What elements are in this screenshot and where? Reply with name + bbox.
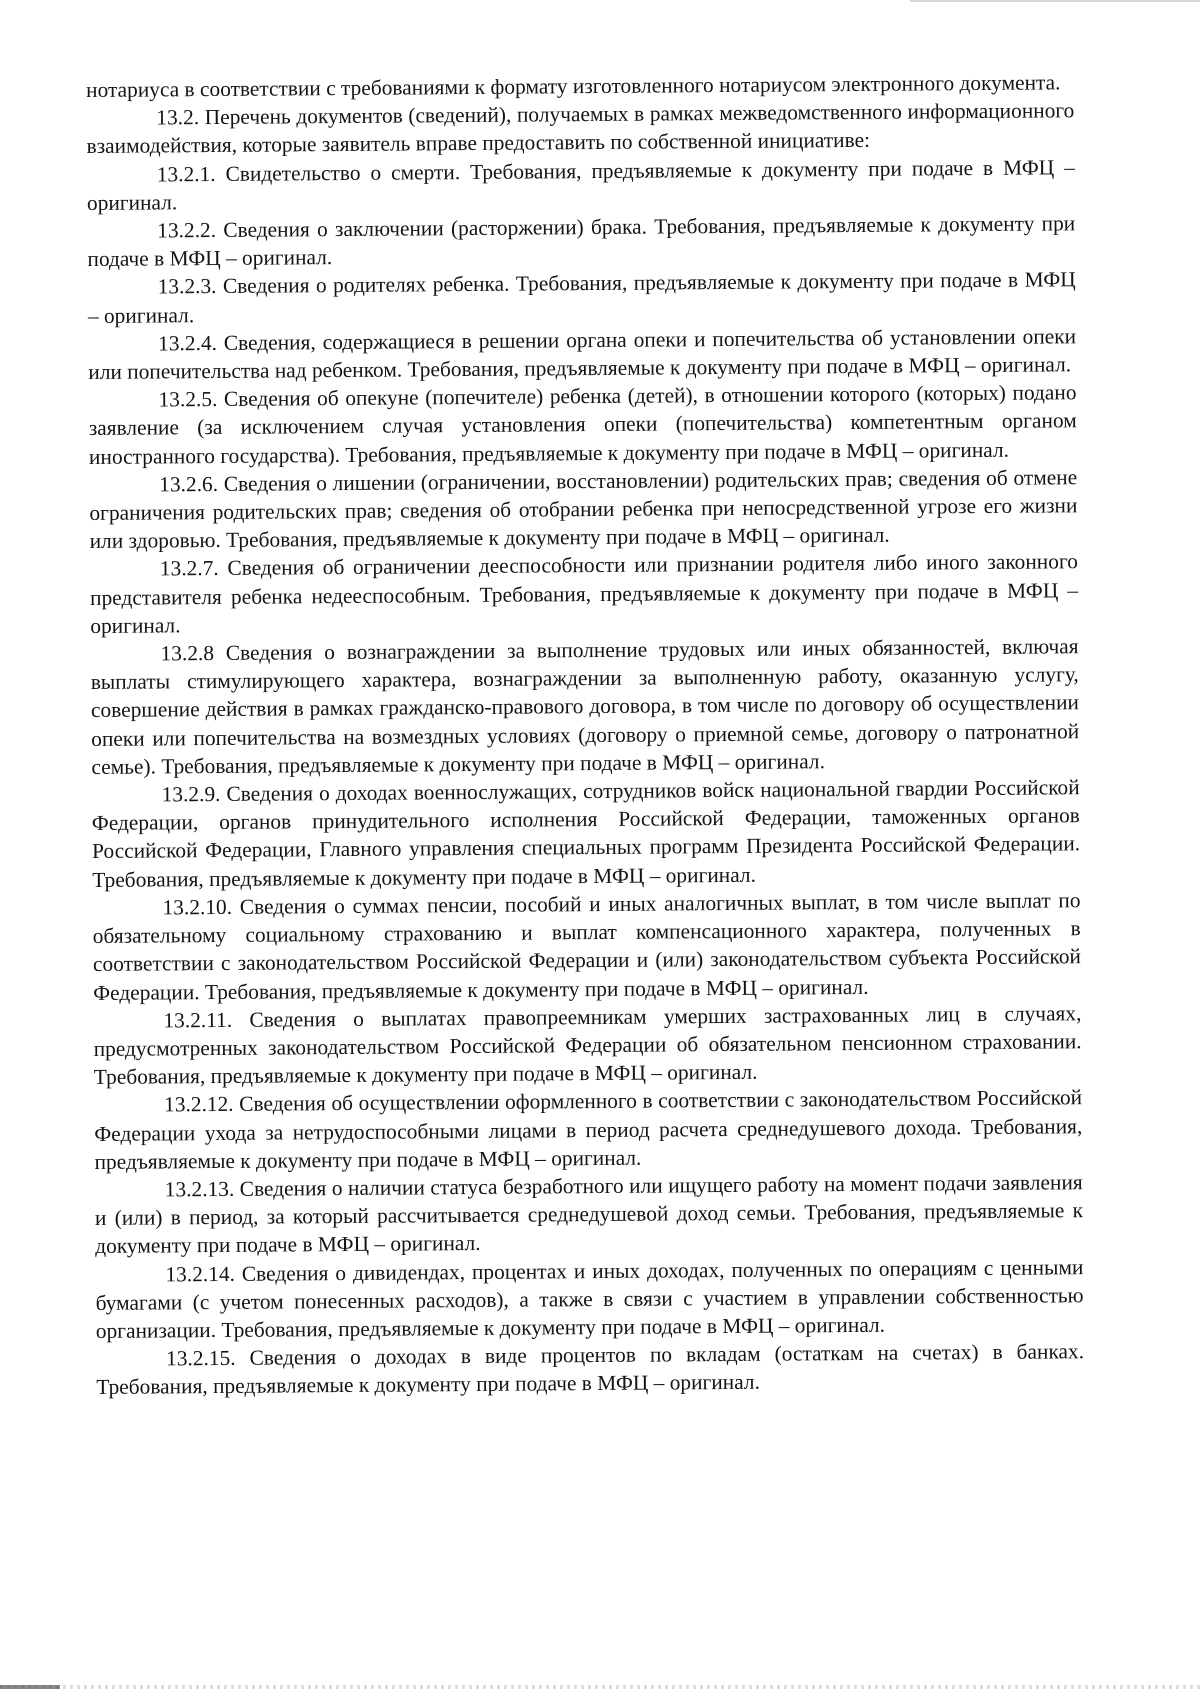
paragraph-13-2-7: 13.2.7. Сведения об ограничении дееспособности или признании родителя либо иного законного представителя ребенка недееспособным. Требования, предъявляемые к документу при подаче в МФЦ – оригинал. (90, 549, 1079, 638)
paragraph-13-2-2: 13.2.2. Сведения о заключении (расторжении) брака. Требования, предъявляемые к документу при подаче в МФЦ – оригинал. (87, 211, 1076, 272)
paragraph-13-2-9: 13.2.9. Сведения о доходах военнослужащих, сотрудников войск национальной гвардии Российской Федерации, органов принудительного исполнения Российской Федерации, таможенных органов Российской Федерации, Главного управления специальных программ Президента Российской Федерации. Требования, предъявляемые к документу при подаче в МФЦ – оригинал. (91, 775, 1081, 892)
scan-edge-bottom-dashes (0, 1685, 1200, 1689)
paragraph-13-2-10: 13.2.10. Сведения о суммах пенсии, пособий и иных аналогичных выплат, в том числе выплат по обязательному социальному страхованию и выплат компенсационного характера, полученных в соответствии с законодательством Российской Федерации и (или) законодательством субъекта Российской Федерации. Требования, предъявляемые к документу при подаче в МФЦ – оригинал. (92, 888, 1082, 1005)
paragraph-13-2-5: 13.2.5. Сведения об опекуне (попечителе) ребенка (детей), в отношении которого (которых) подано заявление (за исключением случая установления опеки (попечительства) компетентным органом иностранного государства). Требования, предъявляемые к документу при подаче в МФЦ – оригинал. (88, 380, 1077, 469)
paragraph-13-2-8: 13.2.8 Сведения о вознаграждении за выполнение трудовых или иных обязанностей, включая выплаты стимулирующего характера, вознаграждении за выполненную работу, оказанную услугу, совершение действия в рамках гражданско-правового договора, в том числе по договору об осуществлении опеки или попечительства на возмездных условиях (договору о приемной семье, договору о патронатной семье). Требования, предъявляемые к документу при подаче в МФЦ – оригинал. (90, 634, 1080, 779)
paragraph-13-2-15: 13.2.15. Сведения о доходах в виде процентов по вкладам (остаткам на счетах) в банках. Требования, предъявляемые к документу при подаче в МФЦ – оригинал. (96, 1339, 1085, 1400)
paragraph-13-2-13: 13.2.13. Сведения о наличии статуса безработного или ищущего работу на момент подачи заявления и (или) в период, за который рассчитывается среднедушевой доход семьи. Требования, предъявляемые к документу при подаче в МФЦ – оригинал. (94, 1170, 1084, 1259)
paragraph-13-2-4: 13.2.4. Сведения, содержащиеся в решении органа опеки и попечительства об установлении опеки или попечительства над ребенком. Требования, предъявляемые к документу при подаче в МФЦ – оригинал. (88, 324, 1077, 385)
scan-edge-bottom-mark (0, 1685, 60, 1689)
paragraph-13-2-12: 13.2.12. Сведения об осуществлении оформленного в соответствии с законодательством Российской Федерации ухода за нетрудоспособными лицами в период расчета среднедушевого дохода. Требования, предъявляемые к документу при подаче в МФЦ – оригинал. (94, 1085, 1083, 1174)
paragraph-13-2-6: 13.2.6. Сведения о лишении (ограничении, восстановлении) родительских прав; сведения об отмене ограничения родительских прав; сведения об отобрании ребенка при непосредственной угрозе его жизни или здоровью. Требования, предъявляемые к документу при подаче в МФЦ – оригинал. (89, 465, 1078, 554)
paragraph-13-2-14: 13.2.14. Сведения о дивидендах, процентах и иных доходах, полученных по операциям с ценными бумагами (с учетом понесенных расходов), а также в связи с участием в управлении собственностью организации. Требования, предъявляемые к документу при подаче в МФЦ – оригинал. (95, 1254, 1084, 1343)
paragraph-continuation: нотариуса в соответствии с требованиями к формату изготовленного нотариусом электронного документа. (86, 70, 1061, 102)
scan-edge-top-line (910, 0, 1200, 2)
document-body (86, 68, 1084, 1401)
paragraph-13-2-11: 13.2.11. Сведения о выплатах правопреемникам умерших застрахованных лиц в случаях, предусмотренных законодательством Российской Федерации об обязательном пенсионном страховании. Требования, предъявляемые к документу при подаче в МФЦ – оригинал. (93, 1000, 1082, 1090)
paragraph-13-2-1: 13.2.1. Свидетельство о смерти. Требования, предъявляемые к документу при подаче в МФЦ – оригинал. (86, 154, 1075, 215)
paragraph-13-2: 13.2. Перечень документов (сведений), получаемых в рамках межведомственного информационного взаимодействия, которые заявитель вправе предоставить по собственной инициативе: (86, 98, 1075, 159)
paragraph-13-2-3: 13.2.3. Сведения о родителях ребенка. Требования, предъявляемые к документу при подаче в МФЦ – оригинал. (87, 267, 1076, 328)
